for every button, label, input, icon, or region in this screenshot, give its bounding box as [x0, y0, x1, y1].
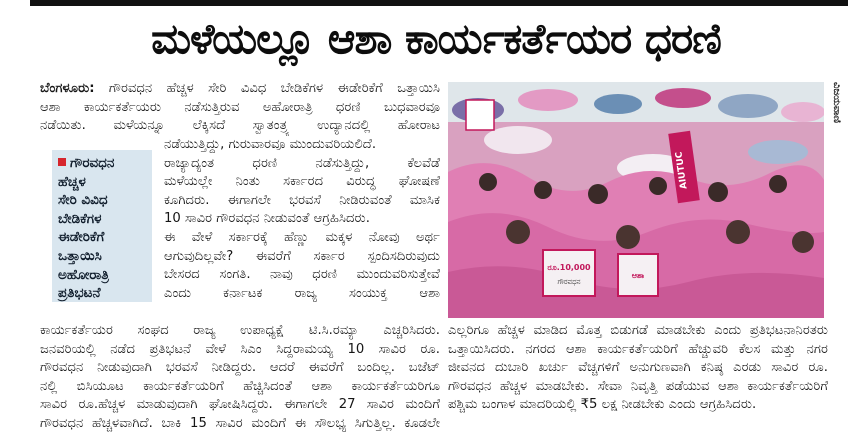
article-line: ನಲ್ಲಿ ಬಿಸಿಯೂಟ ಕಾರ್ಯಕರ್ತೆಯರಿಗೆ ಹೆಚ್ಚಿಸಿದಂತೆ ಆಶಾ ಕಾರ್ಯಕರ್ತೆಯರಿಗೂ: [40, 378, 440, 394]
svg-text:AIUTUC: AIUTUC: [674, 150, 690, 190]
article-line: ಬೆಂಗಳೂರು: ಗೌರವಧನ ಹೆಚ್ಚಳ ಸೇರಿ ವಿವಿಧ ಬೇಡಿಕೆಗಳ ಈಡೇರಿಕೆಗೆ ಒತ್ತಾಯಿಸಿ: [40, 81, 440, 96]
article-line: ಆಗುವುದಿಲ್ಲವೇ? ಈವರೆಗೆ ಸರ್ಕಾರ ಸ್ಪಂದಿಸದಿರುವುದು: [164, 248, 440, 264]
article-column-left-top: [40, 80, 440, 136]
article-line: 10 ಸಾವಿರ ಗೌರವಧನ ನೀಡುವಂತೆ ಆಗ್ರಹಿಸಿದರು.: [164, 211, 370, 227]
svg-text:ರೂ.10,000: ರೂ.10,000: [547, 263, 591, 272]
article-column-right-bottom: [448, 322, 828, 415]
protest-photo: [448, 82, 824, 318]
article-line: ರಾಜ್ಯಾದ್ಯಂತ ಧರಣಿ ನಡೆಸುತ್ತಿದ್ದು, ಕೆಲವೆಡೆ: [164, 155, 440, 171]
svg-text:ಗೌರವಧನ: ಗೌರವಧನ: [557, 278, 581, 286]
pullquote-line: ಗೌರವಧನ: [58, 154, 146, 173]
article-line: ನಡೆಯಿತು. ಮಳೆಯನ್ನೂ ಲೆಕ್ಕಿಸದೆ ಸ್ವಾತಂತ್ರ್ಯ ಉದ್ಯಾನದಲ್ಲಿ ಹೋರಾಟ: [40, 118, 440, 134]
pullquote-line: ಅಹೋರಾತ್ರಿ: [58, 266, 109, 283]
article-line: ಈ ವೇಳೆ ಸರ್ಕಾರಕ್ಕೆ ಹೆಣ್ಣು ಮಕ್ಕಳ ನೋವು ಅರ್ಥ: [164, 229, 440, 245]
article-line: ಎಲ್ಲರಿಗೂ ಹೆಚ್ಚಳ ಮಾಡಿದ ಮೊತ್ತ ಬಿಡುಗಡೆ ಮಾಡಬೇಕು ಎಂದು ಪ್ರತಿಭಟನಾನಿರತರು: [448, 323, 828, 338]
red-square-bullet-icon: [58, 158, 66, 166]
article-line: ಎಂದು ಕರ್ನಾಟಕ ರಾಜ್ಯ ಸಂಯುಕ್ತ ಆಶಾ: [164, 285, 440, 301]
article-line: ಜನವರಿಯಲ್ಲಿ ನಡೆದ ಪ್ರತಿಭಟನೆ ವೇಳೆ ಸಿಎಂ ಸಿದ್ದರಾಮಯ್ಯ 10 ಸಾವಿರ ರೂ.: [40, 341, 440, 357]
pullquote-line: ಸೇರಿ ವಿವಿಧ: [58, 192, 108, 209]
article-line: ಪಶ್ಚಿಮ ಬಂಗಾಳ ಮಾದರಿಯಲ್ಲಿ ₹5 ಲಕ್ಷ ನೀಡಬೇಕು ಎಂದು ಆಗ್ರಹಿಸಿದರು.: [448, 397, 757, 413]
article-line: ಗೌರವಧನ ಹೆಚ್ಚಳವಾಗಿದೆ. ಬಾಕಿ 15 ಸಾವಿರ ಮಂದಿಗೆ ಈ ಸೌಲಭ್ಯ ಸಿಗುತ್ತಿಲ್ಲ. ಕೂಡಲೇ: [40, 415, 440, 431]
article-line: ಮಳೆಯಲ್ಲೇ ನಿಂತು ಸರ್ಕಾರದ ವಿರುದ್ಧ ಘೋಷಣೆ: [164, 174, 440, 190]
top-rule: [28, 0, 848, 6]
pullquote-line: ಬೇಡಿಕೆಗಳ: [58, 210, 102, 227]
dateline: ಬೆಂಗಳೂರು:: [40, 81, 95, 96]
svg-text:ಆಶಾ: ಆಶಾ: [631, 271, 645, 280]
article-line: ನಡೆಯುತ್ತಿದ್ದು, ಗುರುವಾರವೂ ಮುಂದುವರಿಯಲಿದೆ.: [164, 137, 377, 152]
article-line: ಜೀವನದ ದುಬಾರಿ ಖರ್ಚು ವೆಚ್ಚಗಳಿಗೆ ಅನುಗುಣವಾಗಿ ಕನಿಷ್ಠ ಎರಡು ಸಾವಿರ ರೂ.: [448, 360, 828, 376]
article-line: ಕೂಗಿದರು. ಈಗಾಗಲೇ ಭರವಸೆ ನೀಡಿರುವಂತೆ ಮಾಸಿಕ: [164, 192, 440, 208]
left-gutter: [0, 0, 30, 436]
article-line: ಸಾವಿರ ರೂ.ಹೆಚ್ಚಳ ಮಾಡುವುದಾಗಿ ಘೋಷಿಸಿದ್ದರು. ಈಗಾಗಲೇ 27 ಸಾವಿರ ಮಂದಿಗೆ: [40, 397, 440, 413]
protest-crowd-illustration: [448, 82, 824, 318]
article-column-left-bottom: [40, 322, 440, 434]
pullquote-box: [52, 150, 152, 302]
pullquote-line: ಪ್ರತಿಭಟನೆ: [58, 285, 101, 302]
photo-credit: ವಿಜಯವಾಣಿ: [831, 82, 842, 123]
article-line: ಬೇಸರದ ಸಂಗತಿ. ನಾವು ಧರಣಿ ಮುಂದುವರಿಸುತ್ತೇವೆ: [164, 267, 440, 283]
article-line: ಗೌರವಧನ ಹೆಚ್ಚಳ ಮಾಡಬೇಕು. ಸೇವಾ ನಿವೃತ್ತಿ ಪಡೆಯುವ ಆಶಾ ಕಾರ್ಯಕರ್ತೆಯರಿಗೆ: [448, 378, 828, 394]
article-column-left-mid: [164, 136, 440, 303]
article-line: ಗೌರವಧನ ನೀಡುವುದಾಗಿ ಭರವಸೆ ನೀಡಿದ್ದರು. ಆದರೆ ಈವರೆಗೆ ಬಂದಿಲ್ಲ. ಬಜೆಟ್: [40, 360, 440, 376]
pullquote-line: ಒತ್ತಾಯಿಸಿ: [58, 247, 102, 264]
article-line: ಆಶಾ ಕಾರ್ಯಕರ್ತೆಯರು ನಡೆಸುತ್ತಿರುವ ಅಹೋರಾತ್ರಿ ಧರಣಿ ಬುಧವಾರವೂ: [40, 99, 440, 115]
pullquote-line: ಈಡೇರಿಕೆಗೆ: [58, 229, 105, 246]
headline: ಮಳೆಯಲ್ಲೂ ಆಶಾ ಕಾರ್ಯಕರ್ತೆಯರ ಧರಣಿ: [151, 14, 721, 63]
article-line: ಕಾರ್ಯಕರ್ತೆಯರ ಸಂಘದ ರಾಜ್ಯ ಉಪಾಧ್ಯಕ್ಷೆ ಟಿ.ಸಿ.ರಮ್ಯಾ ಎಚ್ಚರಿಸಿದರು.: [40, 323, 440, 338]
pullquote-line: ಹೆಚ್ಚಳ: [58, 173, 86, 190]
article-line: ಒತ್ತಾಯಿಸಿದರು. ನಗರದ ಆಶಾ ಕಾರ್ಯಕರ್ತೆಯರಿಗೆ ಹೆಚ್ಚುವರಿ ಕೆಲಸ ಮತ್ತು ನಗರ: [448, 341, 828, 357]
